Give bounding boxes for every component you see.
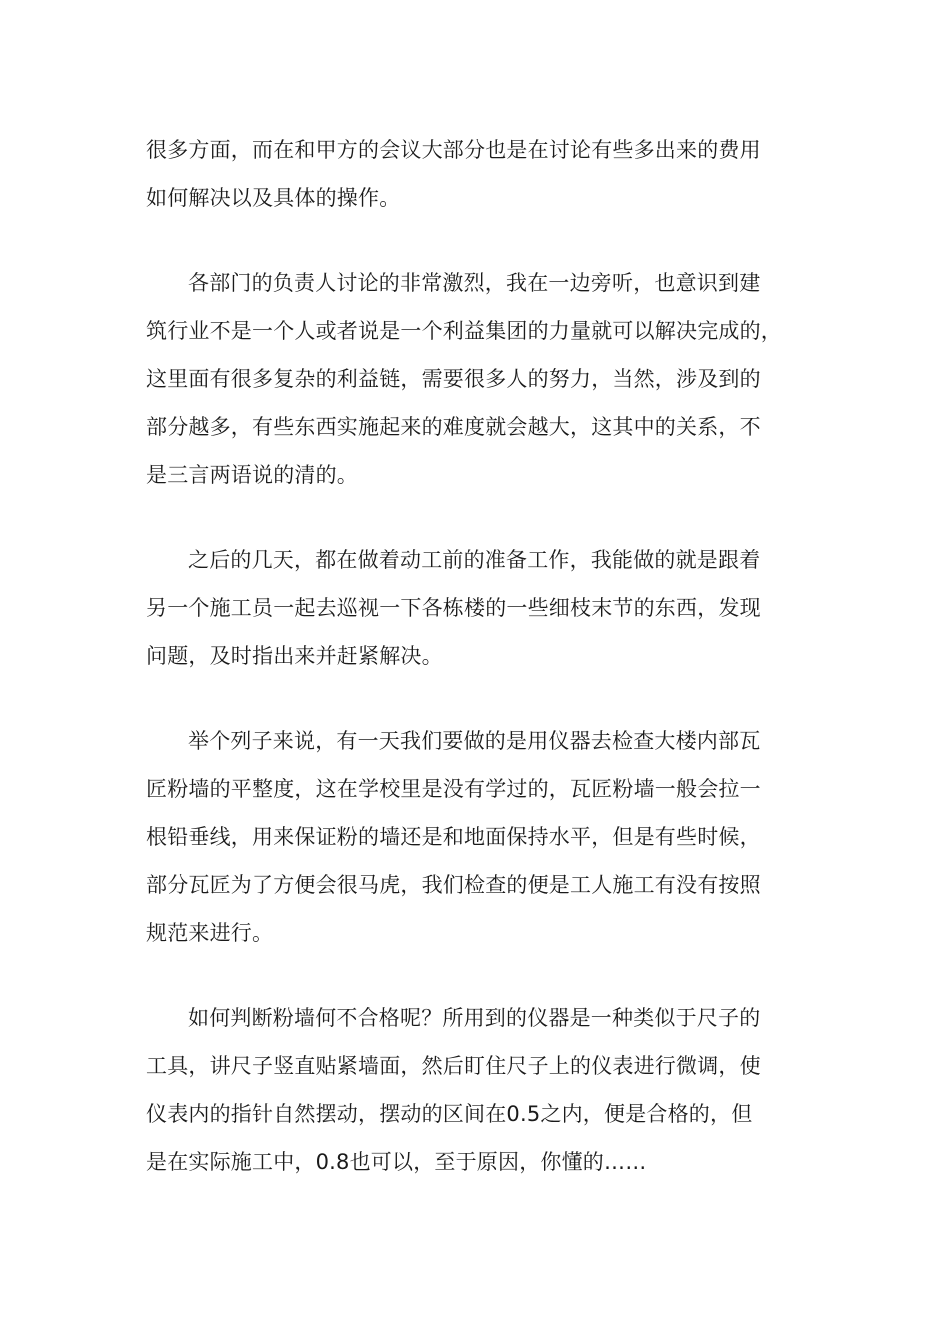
text-line: 工具，讲尺子竖直贴紧墙面，然后盯住尺子上的仪表进行微调，使 (146, 1054, 761, 1078)
text-line: 另一个施工员一起去巡视一下各栋楼的一些细枝末节的东西，发现 (146, 596, 761, 620)
text-line: 筑行业不是一个人或者说是一个利益集团的力量就可以解决完成的， (146, 319, 782, 343)
text-line: 规范来进行。 (146, 921, 274, 945)
text-line: 根铅垂线，用来保证粉的墙还是和地面保持水平，但是有些时候， (146, 825, 761, 849)
paragraph-continuation (146, 126, 806, 222)
text-line: 是在实际施工中，0.8也可以，至于原因，你懂的…… (146, 1150, 647, 1174)
text-line: 这里面有很多复杂的利益链，需要很多人的努力，当然，涉及到的 (146, 367, 761, 391)
text-line: 是三言两语说的清的。 (146, 463, 358, 487)
text-line: 举个列子来说，有一天我们要做的是用仪器去检查大楼内部瓦 (188, 729, 761, 753)
text-line: 匠粉墙的平整度，这在学校里是没有学过的，瓦匠粉墙一般会拉一 (146, 777, 761, 801)
paragraph-example (146, 717, 806, 957)
paragraph-gap (146, 222, 806, 259)
text-line: 部分瓦匠为了方便会很马虎，我们检查的便是工人施工有没有按照 (146, 873, 761, 897)
paragraph-discussion (146, 259, 806, 499)
text-line: 之后的几天，都在做着动工前的准备工作，我能做的就是跟着 (188, 548, 761, 572)
text-line: 如何判断粉墙何不合格呢？所用到的仪器是一种类似于尺子的 (188, 1006, 761, 1030)
text-line: 仪表内的指针自然摆动，摆动的区间在0.5之内，便是合格的，但 (146, 1102, 753, 1126)
document-body (146, 126, 806, 1186)
paragraph-preparation (146, 536, 806, 680)
text-line: 问题，及时指出来并赶紧解决。 (146, 644, 443, 668)
paragraph-gap (146, 680, 806, 717)
text-line: 部分越多，有些东西实施起来的难度就会越大，这其中的关系，不 (146, 415, 761, 439)
text-line: 各部门的负责人讨论的非常激烈，我在一边旁听，也意识到建 (188, 271, 761, 295)
paragraph-inspection (146, 994, 806, 1186)
text-line: 很多方面，而在和甲方的会议大部分也是在讨论有些多出来的费用 (146, 138, 761, 162)
paragraph-gap (146, 499, 806, 536)
text-line: 如何解决以及具体的操作。 (146, 186, 401, 210)
paragraph-gap (146, 957, 806, 994)
